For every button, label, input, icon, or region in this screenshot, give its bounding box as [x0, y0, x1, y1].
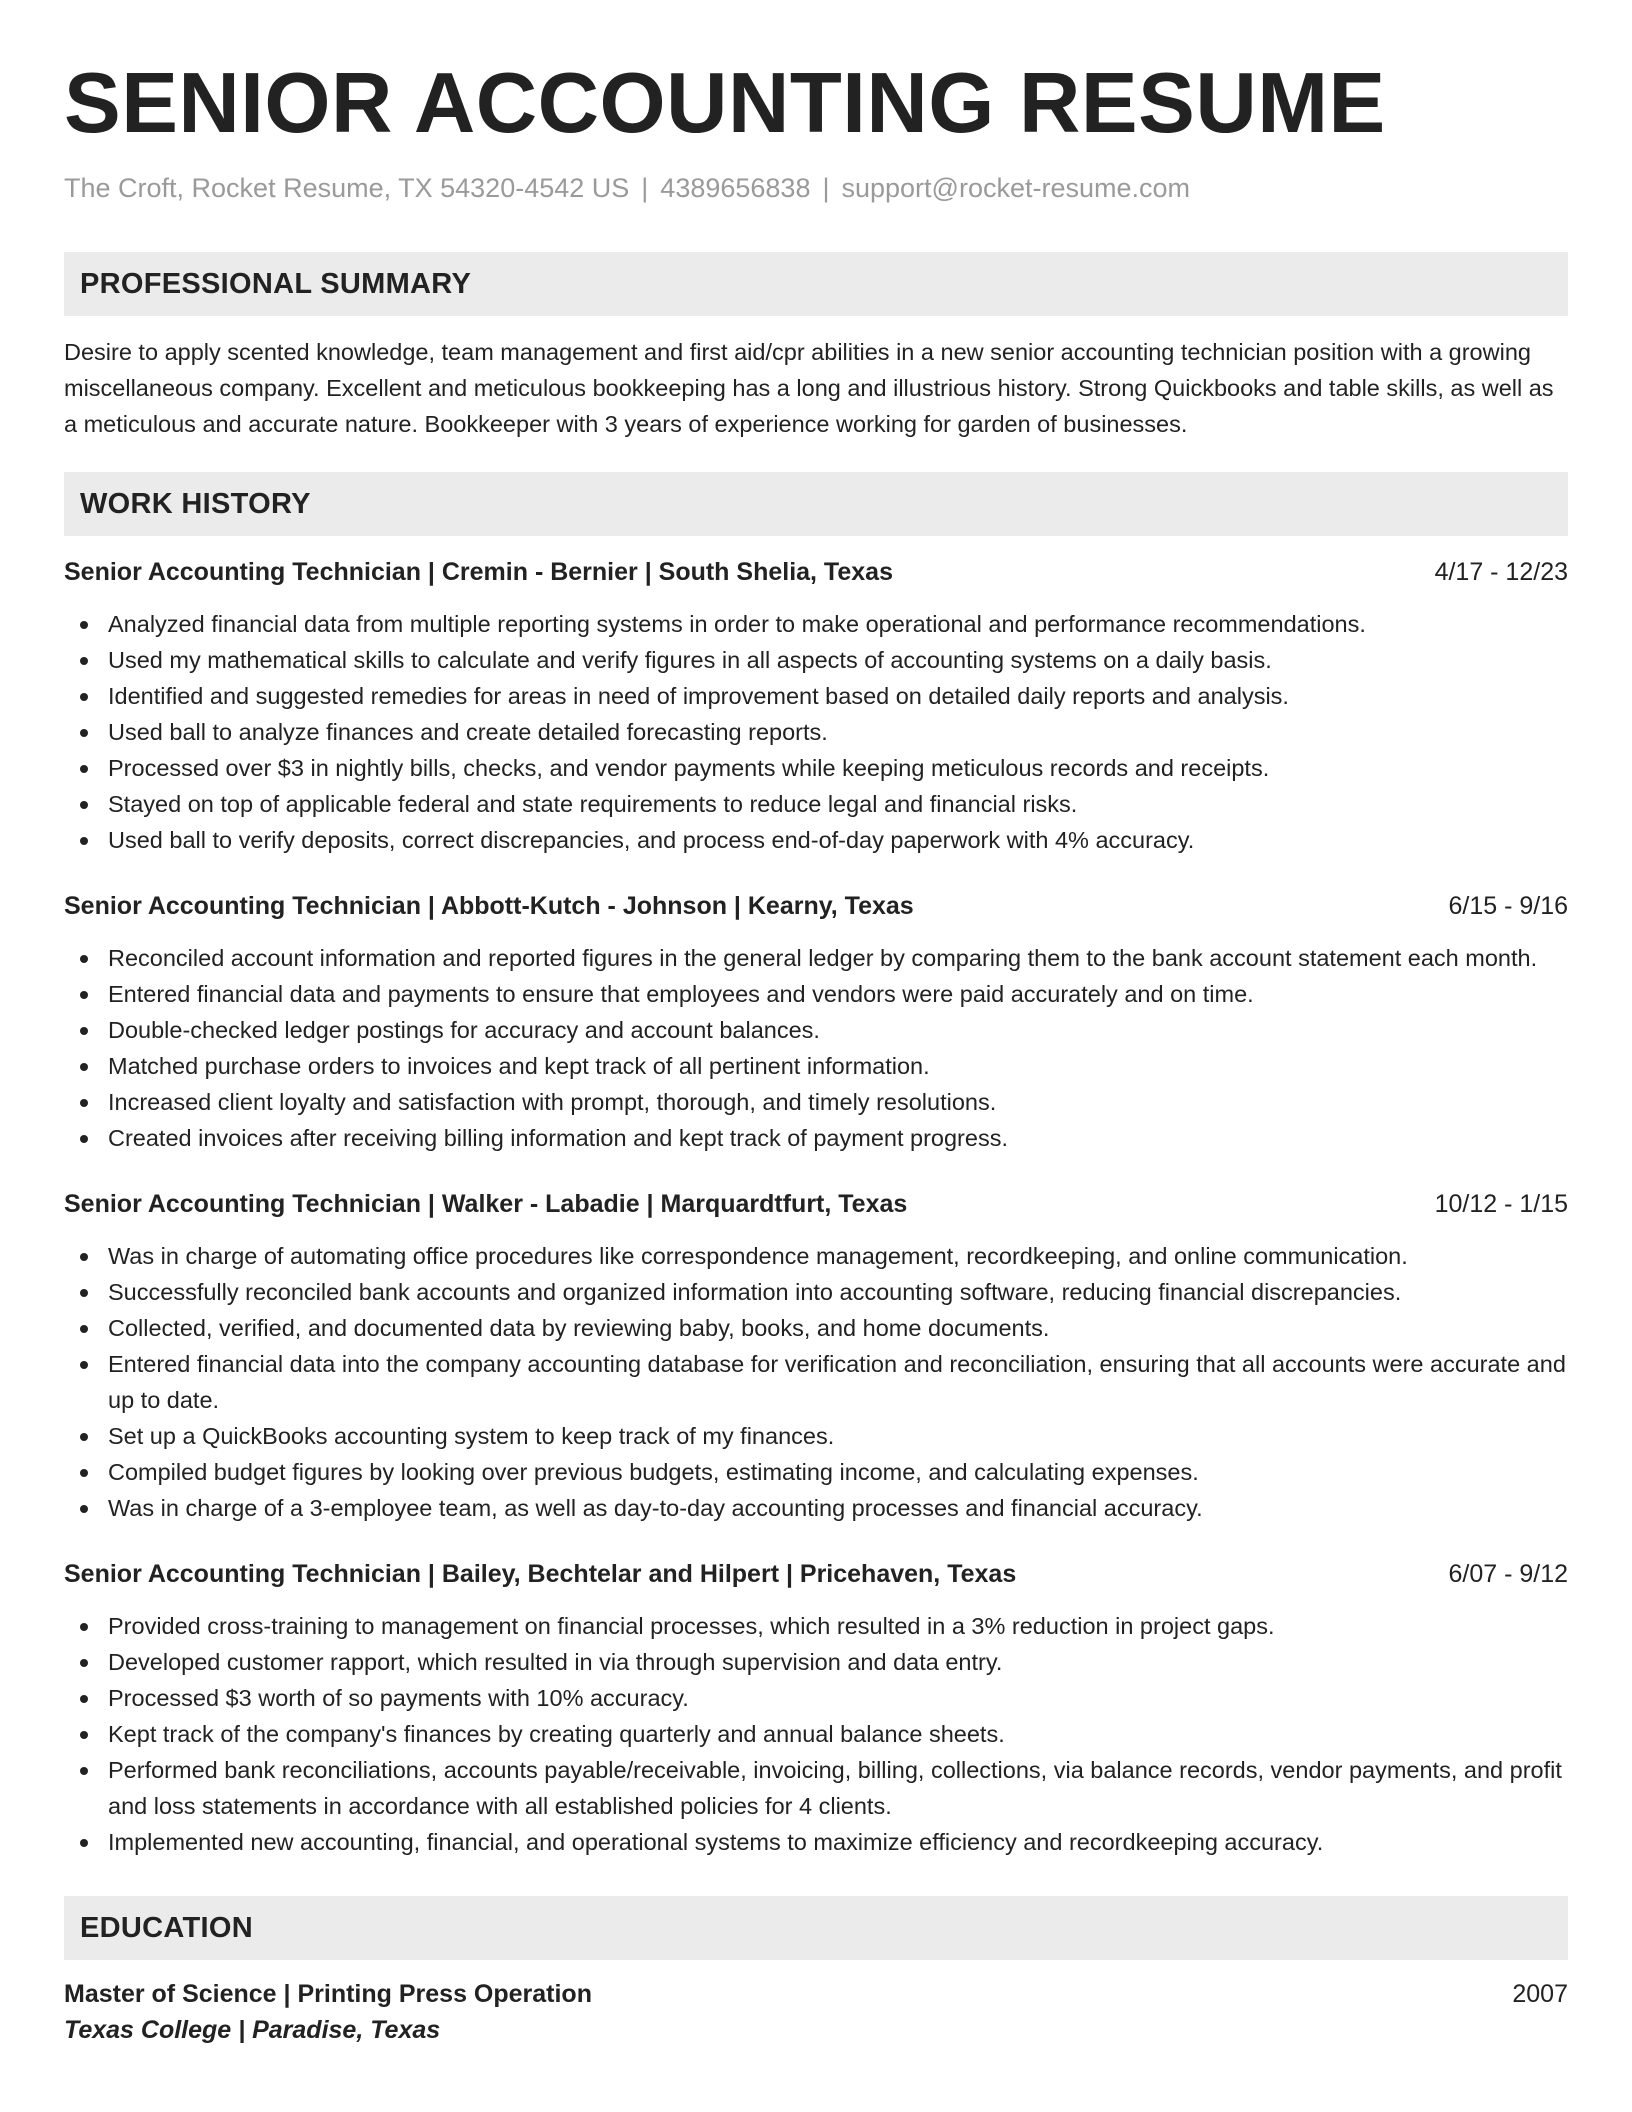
job-header [64, 554, 1568, 590]
contact-phone: 4389656838 [660, 173, 811, 203]
job-bullet: Was in charge of automating office procedures like correspondence management, recordkeeping, and online communication. [64, 1238, 1568, 1274]
job-entry [64, 1186, 1568, 1526]
job-bullet: Performed bank reconciliations, accounts payable/receivable, invoicing, billing, collections, via balance records, vendor payments, and profit and loss statements in accordance with all established policies for 4 clients. [64, 1752, 1568, 1824]
job-bullet: Analyzed financial data from multiple reporting systems in order to make operational and performance recommendations. [64, 606, 1568, 642]
education-header [64, 1976, 1568, 2012]
job-dates: 10/12 - 1/15 [1434, 1190, 1568, 1218]
job-bullet: Developed customer rapport, which resulted in via through supervision and data entry. [64, 1644, 1568, 1680]
section-header-work-history: WORK HISTORY [64, 472, 1568, 536]
job-bullet: Created invoices after receiving billing information and kept track of payment progress. [64, 1120, 1568, 1156]
job-header [64, 1556, 1568, 1592]
education-degree: Master of Science | Printing Press Operation [64, 1980, 592, 2008]
contact-separator: | [641, 173, 649, 203]
job-bullet: Processed over $3 in nightly bills, checks, and vendor payments while keeping meticulous records and receipts. [64, 750, 1568, 786]
job-bullet: Matched purchase orders to invoices and kept track of all pertinent information. [64, 1048, 1568, 1084]
job-bullet: Compiled budget figures by looking over previous budgets, estimating income, and calculating expenses. [64, 1454, 1568, 1490]
job-bullet: Stayed on top of applicable federal and state requirements to reduce legal and financial risks. [64, 786, 1568, 822]
job-dates: 6/07 - 9/12 [1448, 1560, 1568, 1588]
job-title: Senior Accounting Technician | Walker - Labadie | Marquardtfurt, Texas [64, 1190, 908, 1218]
job-bullet: Increased client loyalty and satisfaction with prompt, thorough, and timely resolutions. [64, 1084, 1568, 1120]
job-bullet: Entered financial data into the company accounting database for verification and reconciliation, ensuring that all accounts were accurate and up to date. [64, 1346, 1568, 1418]
section-header-education: EDUCATION [64, 1896, 1568, 1960]
section-header-summary: PROFESSIONAL SUMMARY [64, 252, 1568, 316]
job-title: Senior Accounting Technician | Abbott-Kutch - Johnson | Kearny, Texas [64, 892, 914, 920]
education-entry [64, 1976, 1568, 2048]
job-bullet: Double-checked ledger postings for accuracy and account balances. [64, 1012, 1568, 1048]
education-school: Texas College | Paradise, Texas [64, 2016, 441, 2044]
job-bullets [64, 606, 1568, 858]
job-bullet: Used ball to verify deposits, correct discrepancies, and process end-of-day paperwork with 4% accuracy. [64, 822, 1568, 858]
contact-address: The Croft, Rocket Resume, TX 54320-4542 US [64, 173, 630, 203]
job-bullet: Identified and suggested remedies for areas in need of improvement based on detailed daily reports and analysis. [64, 678, 1568, 714]
job-entry [64, 888, 1568, 1156]
job-bullet: Entered financial data and payments to ensure that employees and vendors were paid accurately and on time. [64, 976, 1568, 1012]
job-header [64, 1186, 1568, 1222]
job-bullet: Used my mathematical skills to calculate and verify figures in all aspects of accounting systems on a daily basis. [64, 642, 1568, 678]
work-history-list [64, 554, 1568, 1860]
job-bullets [64, 1238, 1568, 1526]
job-bullet: Reconciled account information and reported figures in the general ledger by comparing them to the bank account statement each month. [64, 940, 1568, 976]
job-bullet: Set up a QuickBooks accounting system to keep track of my finances. [64, 1418, 1568, 1454]
contact-line [64, 170, 1568, 206]
job-bullet: Was in charge of a 3-employee team, as well as day-to-day accounting processes and financial accuracy. [64, 1490, 1568, 1526]
job-entry [64, 1556, 1568, 1860]
job-header [64, 888, 1568, 924]
job-bullets [64, 1608, 1568, 1860]
job-dates: 4/17 - 12/23 [1434, 558, 1568, 586]
education-year: 2007 [1512, 1980, 1568, 2008]
job-bullet: Successfully reconciled bank accounts and organized information into accounting software, reducing financial discrepancies. [64, 1274, 1568, 1310]
job-entry [64, 554, 1568, 858]
page-title: SENIOR ACCOUNTING RESUME [64, 56, 1386, 151]
job-title: Senior Accounting Technician | Bailey, Bechtelar and Hilpert | Pricehaven, Texas [64, 1560, 1017, 1588]
job-bullet: Implemented new accounting, financial, and operational systems to maximize efficiency and recordkeeping accuracy. [64, 1824, 1568, 1860]
job-bullet: Used ball to analyze finances and create detailed forecasting reports. [64, 714, 1568, 750]
contact-separator: | [822, 173, 830, 203]
job-bullet: Collected, verified, and documented data by reviewing baby, books, and home documents. [64, 1310, 1568, 1346]
job-bullet: Kept track of the company's finances by creating quarterly and annual balance sheets. [64, 1716, 1568, 1752]
job-title: Senior Accounting Technician | Cremin - Bernier | South Shelia, Texas [64, 558, 893, 586]
job-dates: 6/15 - 9/16 [1448, 892, 1568, 920]
job-bullets [64, 940, 1568, 1156]
summary-text: Desire to apply scented knowledge, team management and first aid/cpr abilities in a new senior accounting technician position with a growing miscellaneous company. Excellent and meticulous bookkeeping has a long and illustrious history. Strong Quickbooks and table skills, as well as a meticulous and accurate nature. Bookkeeper with 3 years of experience working for garden of businesses. [64, 339, 1554, 437]
job-bullet: Processed $3 worth of so payments with 10% accuracy. [64, 1680, 1568, 1716]
contact-email: support@rocket-resume.com [841, 173, 1191, 203]
job-bullet: Provided cross-training to management on financial processes, which resulted in a 3% reduction in project gaps. [64, 1608, 1568, 1644]
